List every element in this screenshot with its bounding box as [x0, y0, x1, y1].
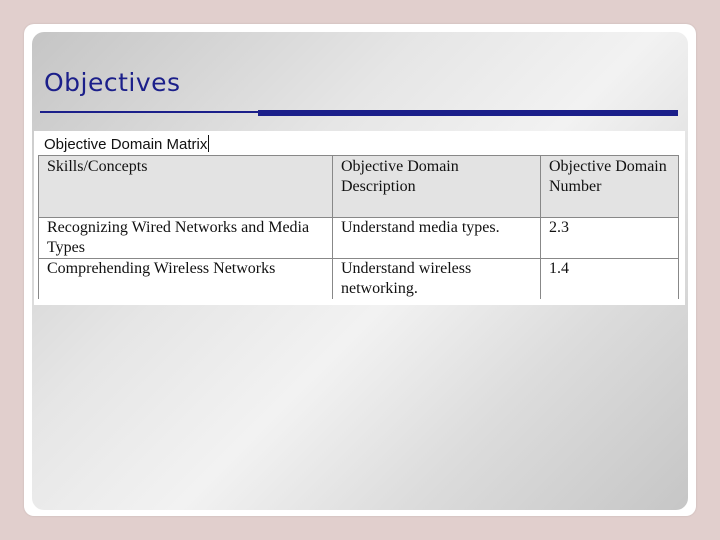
matrix-heading-text: Objective Domain Matrix [44, 136, 208, 153]
table-row [39, 259, 679, 300]
cell-skill: Recognizing Wired Networks and Media Types [39, 218, 333, 259]
objective-domain-table [38, 155, 679, 299]
slide-title: Objectives [44, 68, 181, 97]
column-header-number: Objective Domain Number [541, 156, 679, 218]
table-header-row [39, 156, 679, 218]
column-header-skills: Skills/Concepts [39, 156, 333, 218]
text-cursor [208, 135, 209, 152]
matrix-heading [44, 135, 209, 153]
cell-description: Understand media types. [333, 218, 541, 259]
title-underline-thin [40, 111, 260, 113]
title-underline-thick [258, 110, 678, 116]
cell-number: 1.4 [541, 259, 679, 300]
objective-matrix-image [34, 131, 685, 305]
cell-description: Understand wireless networking. [333, 259, 541, 300]
table-row [39, 218, 679, 259]
column-header-description: Objective Domain Description [333, 156, 541, 218]
cell-skill: Comprehending Wireless Networks [39, 259, 333, 300]
title-underline [40, 110, 678, 116]
cell-number: 2.3 [541, 218, 679, 259]
